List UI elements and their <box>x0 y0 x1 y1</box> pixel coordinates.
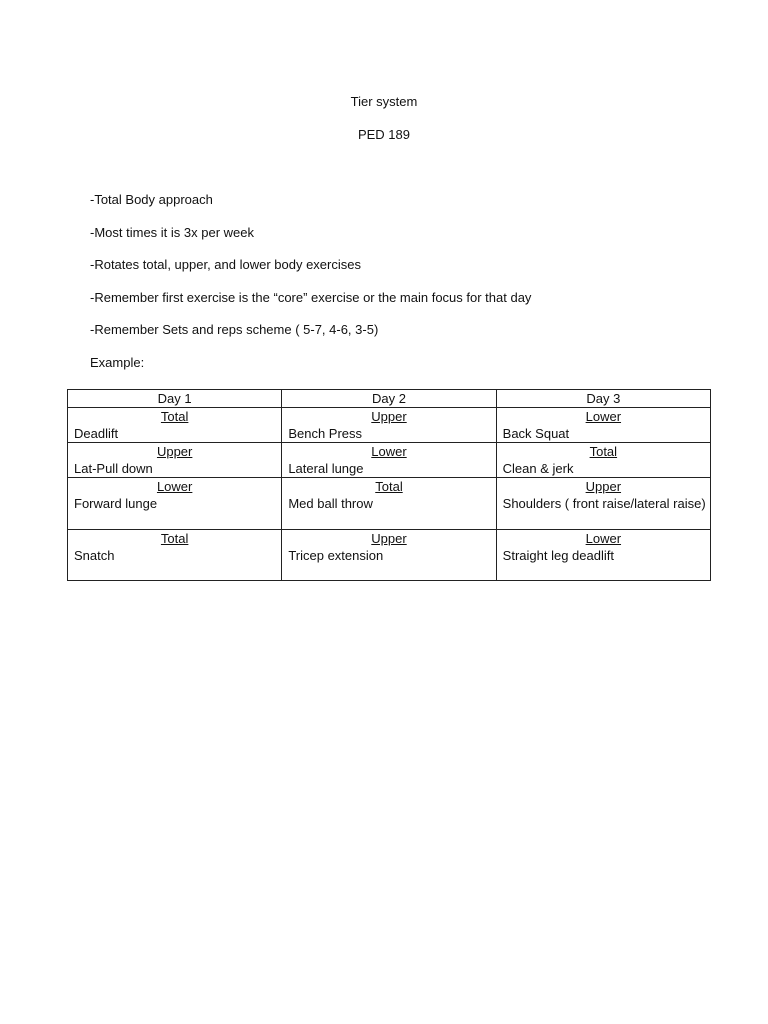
table-cell <box>496 443 710 478</box>
exercise-name: Med ball throw <box>288 496 373 511</box>
bullet-item: -Rotates total, upper, and lower body exercises <box>90 257 361 273</box>
table-cell <box>282 530 496 581</box>
category-label: Total <box>375 479 403 494</box>
category-label: Lower <box>371 444 407 459</box>
bullet-item: -Remember first exercise is the “core” exercise or the main focus for that day <box>90 289 532 305</box>
category-label: Lower <box>585 409 622 424</box>
bullet-item: -Remember Sets and reps scheme ( 5-7, 4-6, 3-5) <box>90 322 379 338</box>
table-header-row <box>68 390 711 408</box>
category-label: Lower <box>585 531 622 546</box>
exercise-name: Forward lunge <box>74 496 158 511</box>
exercise-name: Lat-Pull down <box>74 461 153 476</box>
table-cell <box>282 408 496 443</box>
category-label: Upper <box>371 409 407 424</box>
exercise-name: Deadlift <box>74 426 119 441</box>
header-day-2: Day 2 <box>282 390 496 408</box>
category-label: Total <box>160 409 189 424</box>
table-cell <box>496 478 710 530</box>
category-label: Total <box>589 444 618 459</box>
exercise-name: Snatch <box>74 548 115 563</box>
table-cell <box>496 530 710 581</box>
exercise-name: Straight leg deadlift <box>502 548 614 563</box>
exercise-name: Lateral lunge <box>288 461 364 476</box>
exercise-name: Clean & jerk <box>502 461 574 476</box>
header-day-1: Day 1 <box>68 390 282 408</box>
workout-table <box>67 389 711 581</box>
category-label: Upper <box>585 479 622 494</box>
category-label: Upper <box>156 444 193 459</box>
table-row <box>68 443 711 478</box>
table-cell <box>282 443 496 478</box>
exercise-name: Back Squat <box>502 426 570 441</box>
document-subtitle: PED 189 <box>357 127 411 142</box>
table-row <box>68 478 711 530</box>
bullet-list <box>90 192 710 388</box>
exercise-name: Bench Press <box>288 426 363 441</box>
table-cell <box>68 443 282 478</box>
table-cell <box>68 530 282 581</box>
example-label: Example: <box>90 354 145 370</box>
exercise-name: Shoulders ( front raise/lateral raise) <box>502 496 706 511</box>
table-cell <box>68 408 282 443</box>
table-cell <box>282 478 496 530</box>
table-row <box>68 530 711 581</box>
bullet-item: -Most times it is 3x per week <box>90 224 254 240</box>
category-label: Total <box>160 531 189 546</box>
bullet-item: -Total Body approach <box>90 192 213 207</box>
category-label: Upper <box>371 531 407 546</box>
exercise-name: Tricep extension <box>288 548 384 563</box>
table-cell <box>68 478 282 530</box>
header-day-3: Day 3 <box>496 390 710 408</box>
table-cell <box>496 408 710 443</box>
document-title: Tier system <box>350 94 418 109</box>
category-label: Lower <box>156 479 193 494</box>
table-row <box>68 408 711 443</box>
